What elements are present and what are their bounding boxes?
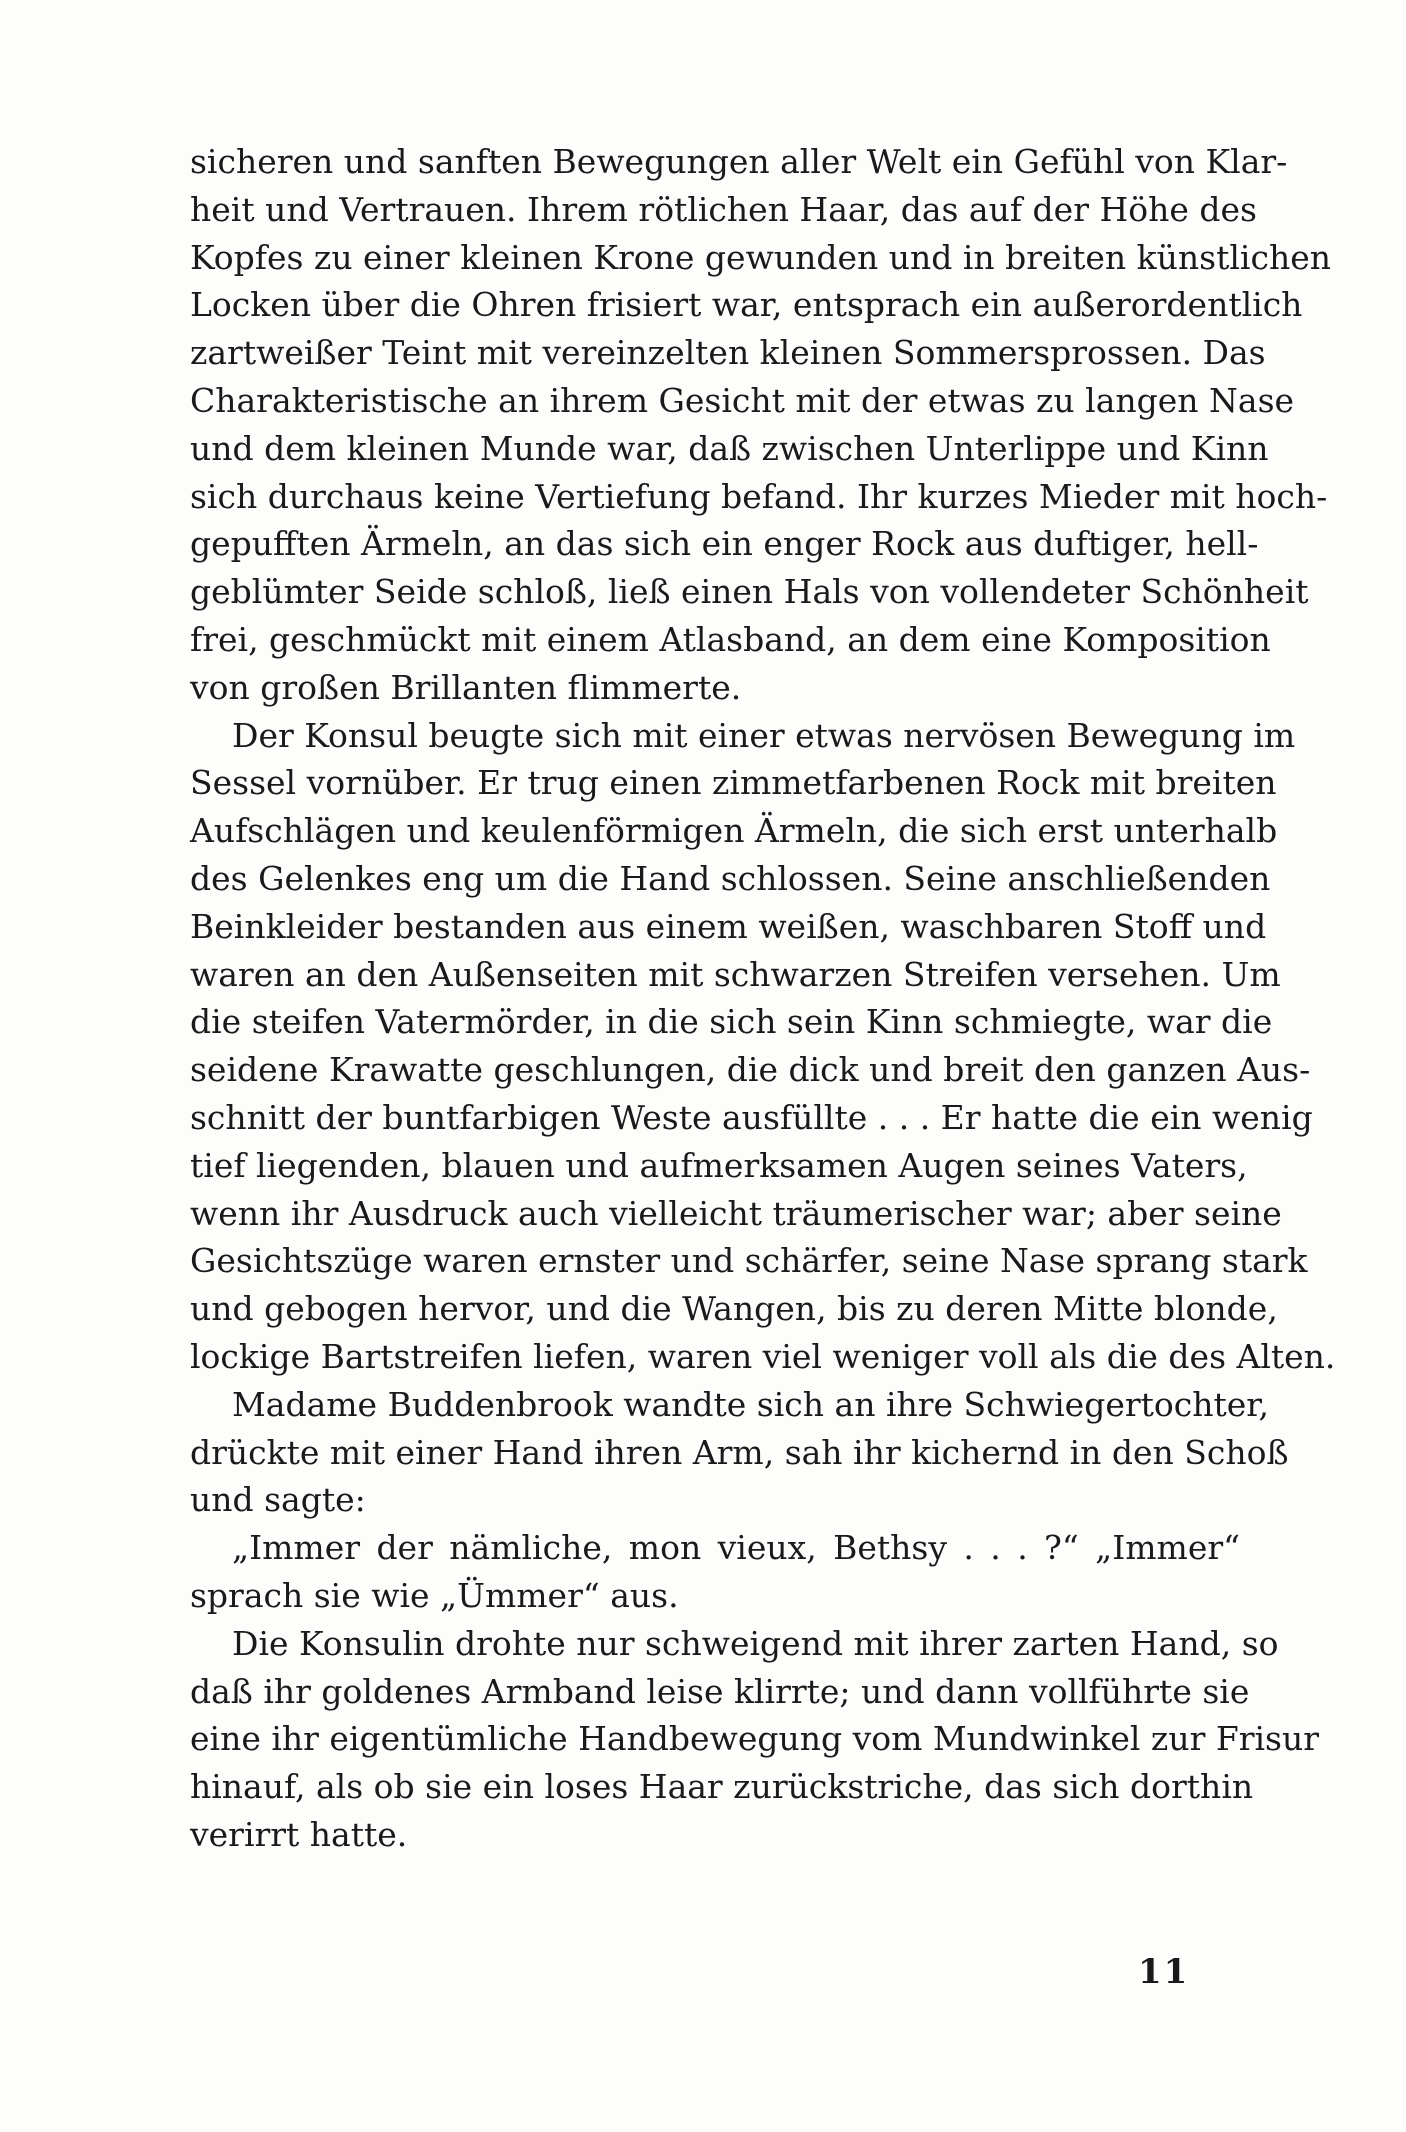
text-line: waren an den Außenseiten mit schwarzen Streifen versehen. Um (190, 954, 1281, 994)
text-line: frei, geschmückt mit einem Atlasband, an dem eine Komposition (190, 619, 1271, 659)
text-line: sicheren und sanften Bewegungen aller Welt ein Gefühl von Klar- (190, 142, 1288, 181)
text-line: hinauf, als ob sie ein loses Haar zurückstriche, das sich dorthin (190, 1767, 1254, 1807)
text-line: tief liegenden, blauen und aufmerksamen Augen seines Vaters, (190, 1145, 1248, 1185)
text-line: drückte mit einer Hand ihren Arm, sah ihr kichernd in den Schoß (190, 1432, 1289, 1472)
text-line: verirrt hatte. (190, 1814, 408, 1854)
text-line: Locken über die Ohren frisiert war, entsprach ein außerordentlich (190, 285, 1303, 325)
text-line: lockige Bartstreifen liefen, waren viel weniger voll als die des Alten. (190, 1336, 1336, 1376)
text-line: Sessel vornüber. Er trug einen zimmetfarbenen Rock mit breiten (190, 763, 1277, 803)
text-line: Madame Buddenbrook wandte sich an ihre Schwiegertochter, (232, 1384, 1269, 1424)
text-line: Der Konsul beugte sich mit einer etwas nervösen Bewegung im (232, 715, 1296, 755)
text-line: Beinkleider bestanden aus einem weißen, waschbaren Stoff und (190, 906, 1267, 946)
text-line: und dem kleinen Munde war, daß zwischen Unterlippe und Kinn (190, 428, 1269, 468)
paragraph (190, 138, 1331, 712)
text-line: die steifen Vatermörder, in die sich sein Kinn schmiegte, war die (190, 1002, 1273, 1042)
text-line: zartweißer Teint mit vereinzelten kleinen Sommersprossen. Das (190, 333, 1266, 373)
text-line: von großen Brillanten flimmerte. (190, 667, 742, 707)
page-number: 11 (1138, 1952, 1190, 1992)
paragraph (190, 1620, 1320, 1859)
text-line: Die Konsulin drohte nur schweigend mit ihrer zarten Hand, so (232, 1623, 1279, 1663)
text-line: sprach sie wie „Ümmer“ aus. (190, 1575, 679, 1615)
text-line: daß ihr goldenes Armband leise klirrte; und dann vollführte sie (190, 1671, 1250, 1711)
text-line: Gesichtszüge waren ernster und schärfer, seine Nase sprang stark (190, 1241, 1308, 1281)
paragraph (190, 1524, 1240, 1620)
text-line: wenn ihr Ausdruck auch vielleicht träumerischer war; aber seine (190, 1193, 1282, 1233)
text-line: Aufschlägen und keulenförmigen Ärmeln, die sich erst unterhalb (190, 811, 1278, 851)
text-line: geblümter Seide schloß, ließ einen Hals von vollendeter Schönheit (190, 572, 1309, 612)
paragraph (190, 712, 1336, 1381)
text-line: Charakteristische an ihrem Gesicht mit der etwas zu langen Nase (190, 380, 1295, 420)
text-line: schnitt der buntfarbigen Weste ausfüllte . . . Er hatte die ein wenig (190, 1097, 1313, 1137)
text-line: und gebogen hervor, und die Wangen, bis zu deren Mitte blonde, (190, 1289, 1278, 1329)
text-line: gepufften Ärmeln, an das sich ein enger Rock aus duftiger, hell- (190, 524, 1259, 564)
text-line: seidene Krawatte geschlungen, die dick und breit den ganzen Aus- (190, 1050, 1311, 1090)
paragraph (190, 1381, 1289, 1524)
text-line: heit und Vertrauen. Ihrem rötlichen Haar, das auf der Höhe des (190, 189, 1257, 229)
text-line: eine ihr eigentümliche Handbewegung vom Mundwinkel zur Frisur (190, 1719, 1320, 1759)
text-line: und sagte: (190, 1480, 366, 1520)
text-line: des Gelenkes eng um die Hand schlossen. Seine anschließenden (190, 858, 1271, 898)
page-body (190, 138, 1336, 1859)
text-line: sich durchaus keine Vertiefung befand. Ihr kurzes Mieder mit hoch- (190, 476, 1328, 516)
text-line: Kopfes zu einer kleinen Krone gewunden und in breiten künstlichen (190, 237, 1331, 277)
text-line: „Immer der nämliche, mon vieux, Bethsy . . . ?“ „Immer“ (232, 1528, 1240, 1568)
